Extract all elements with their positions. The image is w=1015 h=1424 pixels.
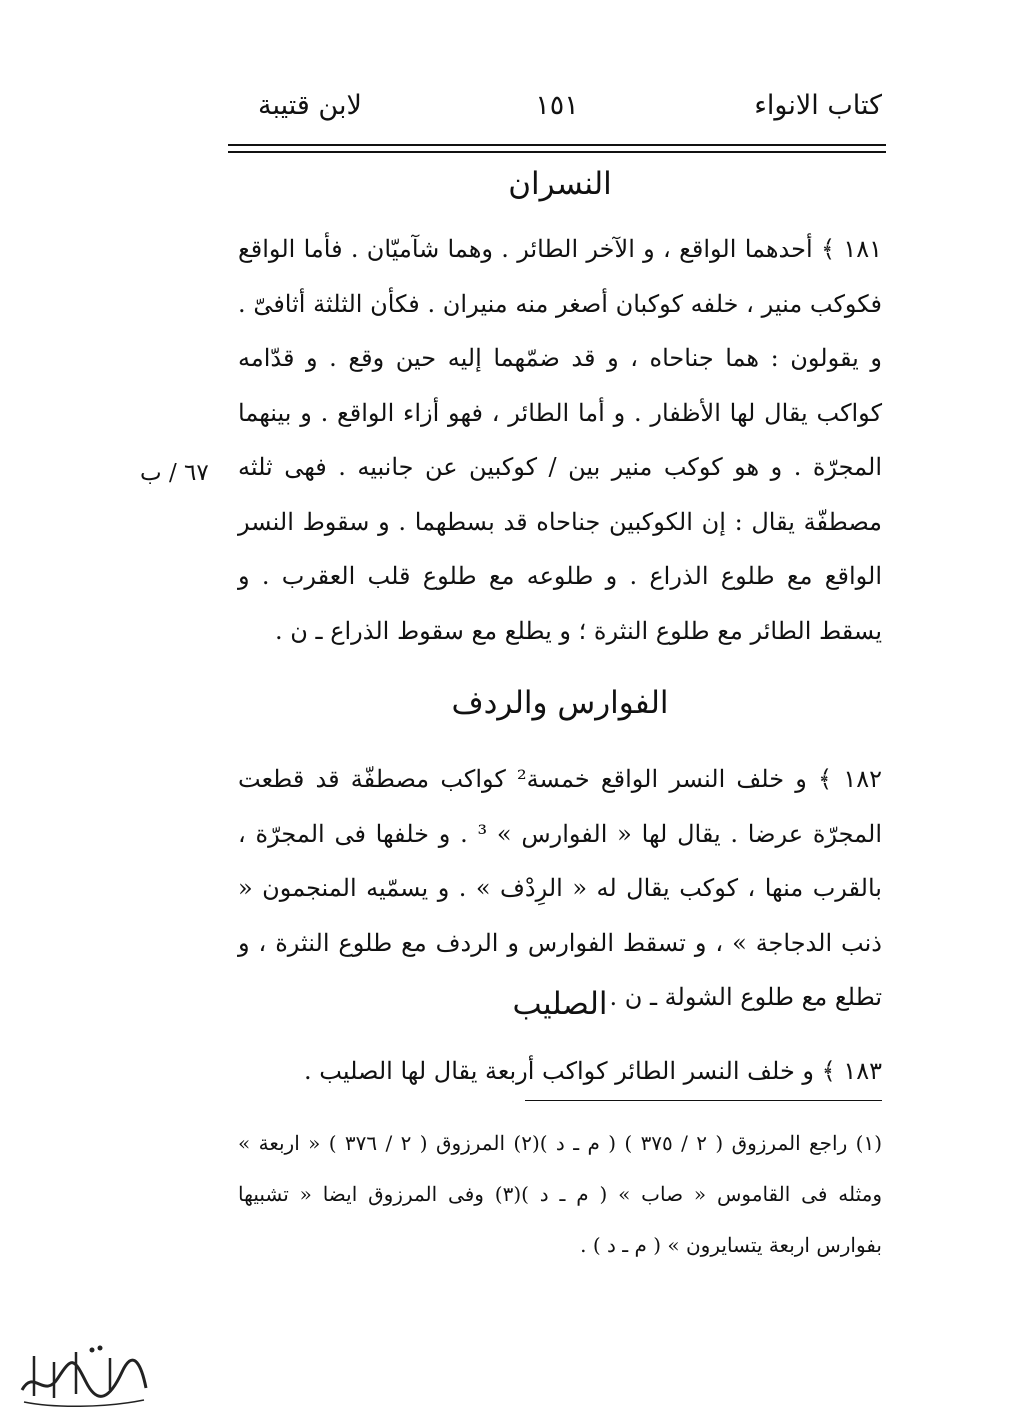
author-name: لابن قتيبة: [258, 90, 362, 121]
manuscript-folio-note: ٦٧ / ب: [140, 460, 209, 486]
library-stamp-logo: [14, 1338, 154, 1412]
footnotes: (١) راجع المرزوق ( ٢ / ٣٧٥ ) ( م ـ د )(٢) المرزوق ( ٢ / ٣٧٦ ) « اربعة » ومثله فى القاموس « صاب » ( م ـ د )(٣) وفى المرزوق ايضا « تشبيها بفوارس اربعة يتسايرون » ( م ـ د ) .: [238, 1131, 882, 1257]
running-header: [228, 82, 886, 132]
page-number: ١٥١: [535, 90, 579, 121]
paragraph-183: ١٨٣ ﴾ و خلف النسر الطائر كواكب أربعة يقال لها الصليب .: [304, 1057, 882, 1085]
book-title: كتاب الانواء: [754, 90, 882, 121]
section-heading-nasran: النسران: [508, 166, 612, 202]
header-rule-top: [228, 144, 886, 146]
section-heading-fawaris: الفوارس والردف: [451, 685, 669, 721]
paragraph-182: ١٨٢ ﴾ و خلف النسر الواقع خمسة² كواكب مصطفّة قد قطعت المجرّة عرضا . يقال لها « الفوارس » ³ . و خلفها فى المجرّة ، بالقرب منها ، كوكب يقال له « الرِدْف » . و يسمّيه المنجمون « ذنب الدجاجة » ، و تسقط الفوارس و الردف مع طلوع النثرة ، و تطلع مع طلوع الشولة ـ ن .: [238, 765, 882, 1011]
section-heading-salib: الصليب: [512, 986, 608, 1022]
paragraph-181: ١٨١ ﴾ أحدهما الواقع ، و الآخر الطائر . وهما شآميّان . فأما الواقع فكوكب منير ، خلفه كوكبان أصغر منه منيران . فكأن الثلثة أثافىّ . و يقولون : هما جناحاه ، و قد ضمّهما إليه حين وقع . و قدّامه كواكب يقال لها الأظفار . و أما الطائر ، فهو أزاء الواقع . و بينهما المجرّة . و هو كوكب منير بين / كوكبين عن جانبيه . فهى ثلثه مصطفّة يقال : إن الكوكبين جناحاه قد بسطهما . و سقوط النسر الواقع مع طلوع الذراع . و طلوعه مع طلوع قلب العقرب . و يسقط الطائر مع طلوع النثرة ؛ و يطلع مع سقوط الذراع ـ ن .: [238, 235, 882, 645]
header-rule-bottom: [228, 151, 886, 153]
footnote-rule: [525, 1100, 882, 1101]
